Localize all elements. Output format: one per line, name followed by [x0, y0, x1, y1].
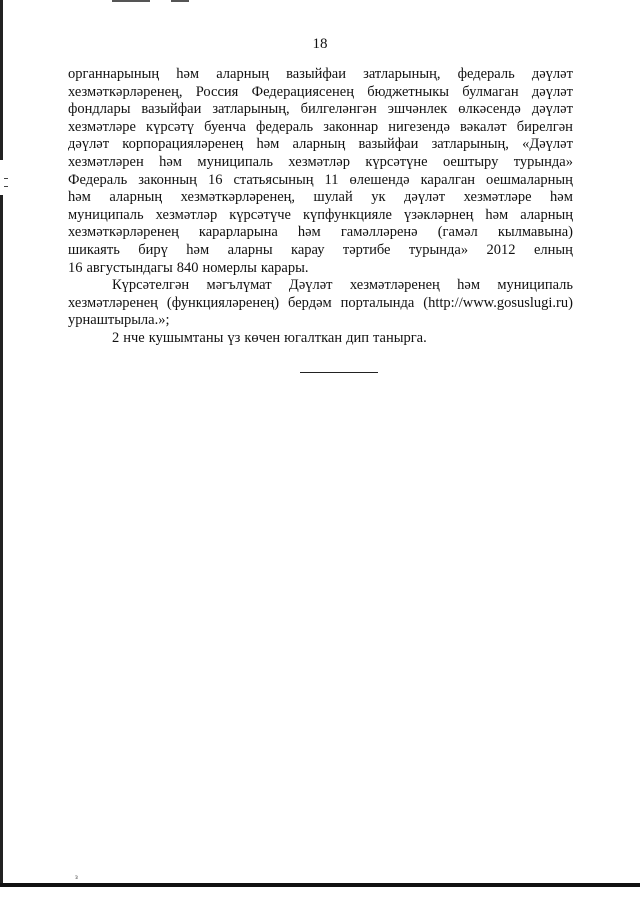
word: аларны [227, 241, 273, 258]
word: билгеләнгән [300, 101, 377, 118]
word: хезмәткәрләренең [68, 224, 179, 241]
word: һәм [176, 66, 200, 82]
word: Дәүләт [288, 277, 333, 294]
word: федераль [457, 66, 515, 82]
text-line [68, 119, 573, 137]
text-line [68, 189, 573, 207]
word: елның [533, 241, 573, 258]
text-line [68, 312, 573, 330]
word: Федерациясенең [251, 83, 355, 100]
word: затларының, [363, 66, 441, 82]
word: күрсәтүче [229, 206, 291, 223]
document-body [68, 66, 573, 348]
text-line [68, 136, 573, 154]
word: хезмәтләр [155, 206, 218, 223]
page-number: 18 [312, 36, 328, 52]
word: органнарының [68, 66, 160, 82]
word: аларның [292, 136, 346, 153]
word: (http://www.gosuslugi.ru) [423, 294, 573, 311]
word: законның [138, 171, 197, 188]
word: фондлары [68, 101, 131, 118]
text-line [68, 207, 573, 225]
word: карары. [260, 259, 309, 276]
word: буенча [204, 118, 246, 135]
word: карарларына [198, 224, 278, 241]
word: һәм [485, 206, 509, 223]
word: дәүләт [404, 189, 446, 206]
word: хезмәтләрен [68, 153, 144, 170]
word: муниципаль [497, 277, 573, 294]
word: дәүләт [68, 136, 110, 153]
word: 840 [176, 259, 199, 276]
word: августындагы [86, 259, 173, 276]
word: һәм [550, 189, 573, 206]
word: гамәлләренә [340, 224, 418, 241]
word: дәүләт [531, 83, 573, 100]
word: корпорацияләренең [122, 136, 244, 153]
word: дәүләт [531, 101, 573, 118]
paragraph-1 [68, 66, 573, 277]
word: шикаять [68, 241, 120, 258]
word: дип [346, 329, 369, 346]
scan-tick-left-1 [4, 178, 8, 179]
word: хезмәтләре [463, 189, 532, 206]
word: вазыйфаи [286, 66, 347, 82]
text-line [68, 330, 573, 348]
word: шулай [313, 189, 353, 206]
word: Күрсәтелгән [112, 277, 190, 294]
word: «Дәүләт [522, 136, 573, 153]
word: (гамәл [437, 224, 478, 241]
word: законнар [323, 118, 379, 135]
word: турында» [513, 153, 573, 170]
scan-tick-left-2 [4, 186, 8, 187]
word: һәм [457, 277, 481, 294]
text-line [68, 172, 573, 190]
word: мәгълүмат [206, 277, 272, 294]
word: 11 [324, 171, 339, 188]
word: күпфункцияле [302, 206, 392, 223]
word: порталында [340, 294, 415, 311]
word: бердәм [288, 294, 332, 311]
word: булмаган [462, 83, 519, 100]
word: оештыру [442, 153, 499, 170]
word: югалткан [284, 329, 343, 346]
word: һәм [256, 136, 280, 153]
word: вазыйфаи [141, 101, 202, 118]
scan-mark-top-left [112, 0, 150, 2]
word: оешмаларның [486, 171, 573, 188]
word: муниципаль [197, 153, 274, 170]
word: хезмәткәрләренең, [180, 189, 296, 206]
word: хезмәткәрләренең, [68, 83, 183, 100]
word: федераль [256, 118, 314, 135]
word: танырга. [373, 329, 427, 346]
word: Федераль [68, 171, 128, 188]
word: һәм [297, 224, 321, 241]
word: муниципаль [68, 206, 144, 223]
paragraph-2 [68, 277, 573, 330]
word: нигезендә [388, 118, 450, 135]
paragraph-3 [68, 330, 573, 348]
word: хезмәтләре [68, 118, 136, 135]
word: карау [291, 241, 325, 258]
word: көчен [244, 329, 281, 346]
word: 16 [207, 171, 223, 188]
word: турында» [408, 241, 469, 258]
word: каралган [420, 171, 476, 188]
text-line [68, 295, 573, 313]
text-line [68, 260, 573, 278]
word: һәм [186, 241, 210, 258]
scan-edge-left-lower [0, 195, 3, 885]
word: аларның [520, 206, 573, 223]
word: бирелгән [516, 118, 573, 135]
word: нче [123, 329, 145, 346]
word: статьясының [233, 171, 314, 188]
text-line [68, 101, 573, 119]
word: дәүләт [531, 66, 573, 82]
scan-mark-top-right [171, 0, 189, 2]
text-line [68, 242, 573, 260]
word: (функцияләренең) [166, 294, 280, 311]
word: урнаштырыла.»; [68, 312, 170, 329]
word: номерлы [202, 259, 257, 276]
text-line [68, 224, 573, 242]
word: 2012 [486, 241, 516, 258]
word: 16 [68, 259, 83, 276]
word: үз [227, 329, 241, 346]
word: бирү [138, 241, 168, 258]
word: үзәкләрнең [404, 206, 474, 223]
word: вәкаләт [459, 118, 507, 135]
word: затларының, [431, 136, 509, 153]
word: хезмәтләренең [349, 277, 440, 294]
word: өлкәсендә [458, 101, 521, 118]
word: затларының, [212, 101, 290, 118]
word: күрсәтү [146, 118, 195, 135]
word: аларның [216, 66, 269, 82]
text-line [68, 84, 573, 102]
closing-divider [300, 372, 378, 373]
word: тәртибе [342, 241, 391, 258]
word: вазыйфаи [358, 136, 419, 153]
word: хезмәтләренең [68, 294, 158, 311]
scan-mark-bottom: з [75, 873, 78, 881]
text-line [68, 154, 573, 172]
text-line [68, 277, 573, 295]
word: күрсәтүне [365, 153, 428, 170]
word: һәм [68, 189, 91, 206]
word: кылмавына) [497, 224, 573, 241]
word: кушымтаны [148, 329, 224, 346]
word: өлешендә [349, 171, 410, 188]
word: Россия [195, 83, 239, 100]
text-line [68, 66, 573, 84]
paragraph-container [68, 66, 573, 348]
word: аларның [109, 189, 163, 206]
scan-edge-left-upper [0, 0, 3, 160]
word: хезмәтләр [288, 153, 350, 170]
word: ук [371, 189, 386, 206]
word: 2 [112, 329, 120, 346]
word: һәм [159, 153, 182, 170]
scan-edge-bottom [0, 883, 640, 887]
word: эшчәнлек [387, 101, 448, 118]
word: бюджетныкы [367, 83, 450, 100]
